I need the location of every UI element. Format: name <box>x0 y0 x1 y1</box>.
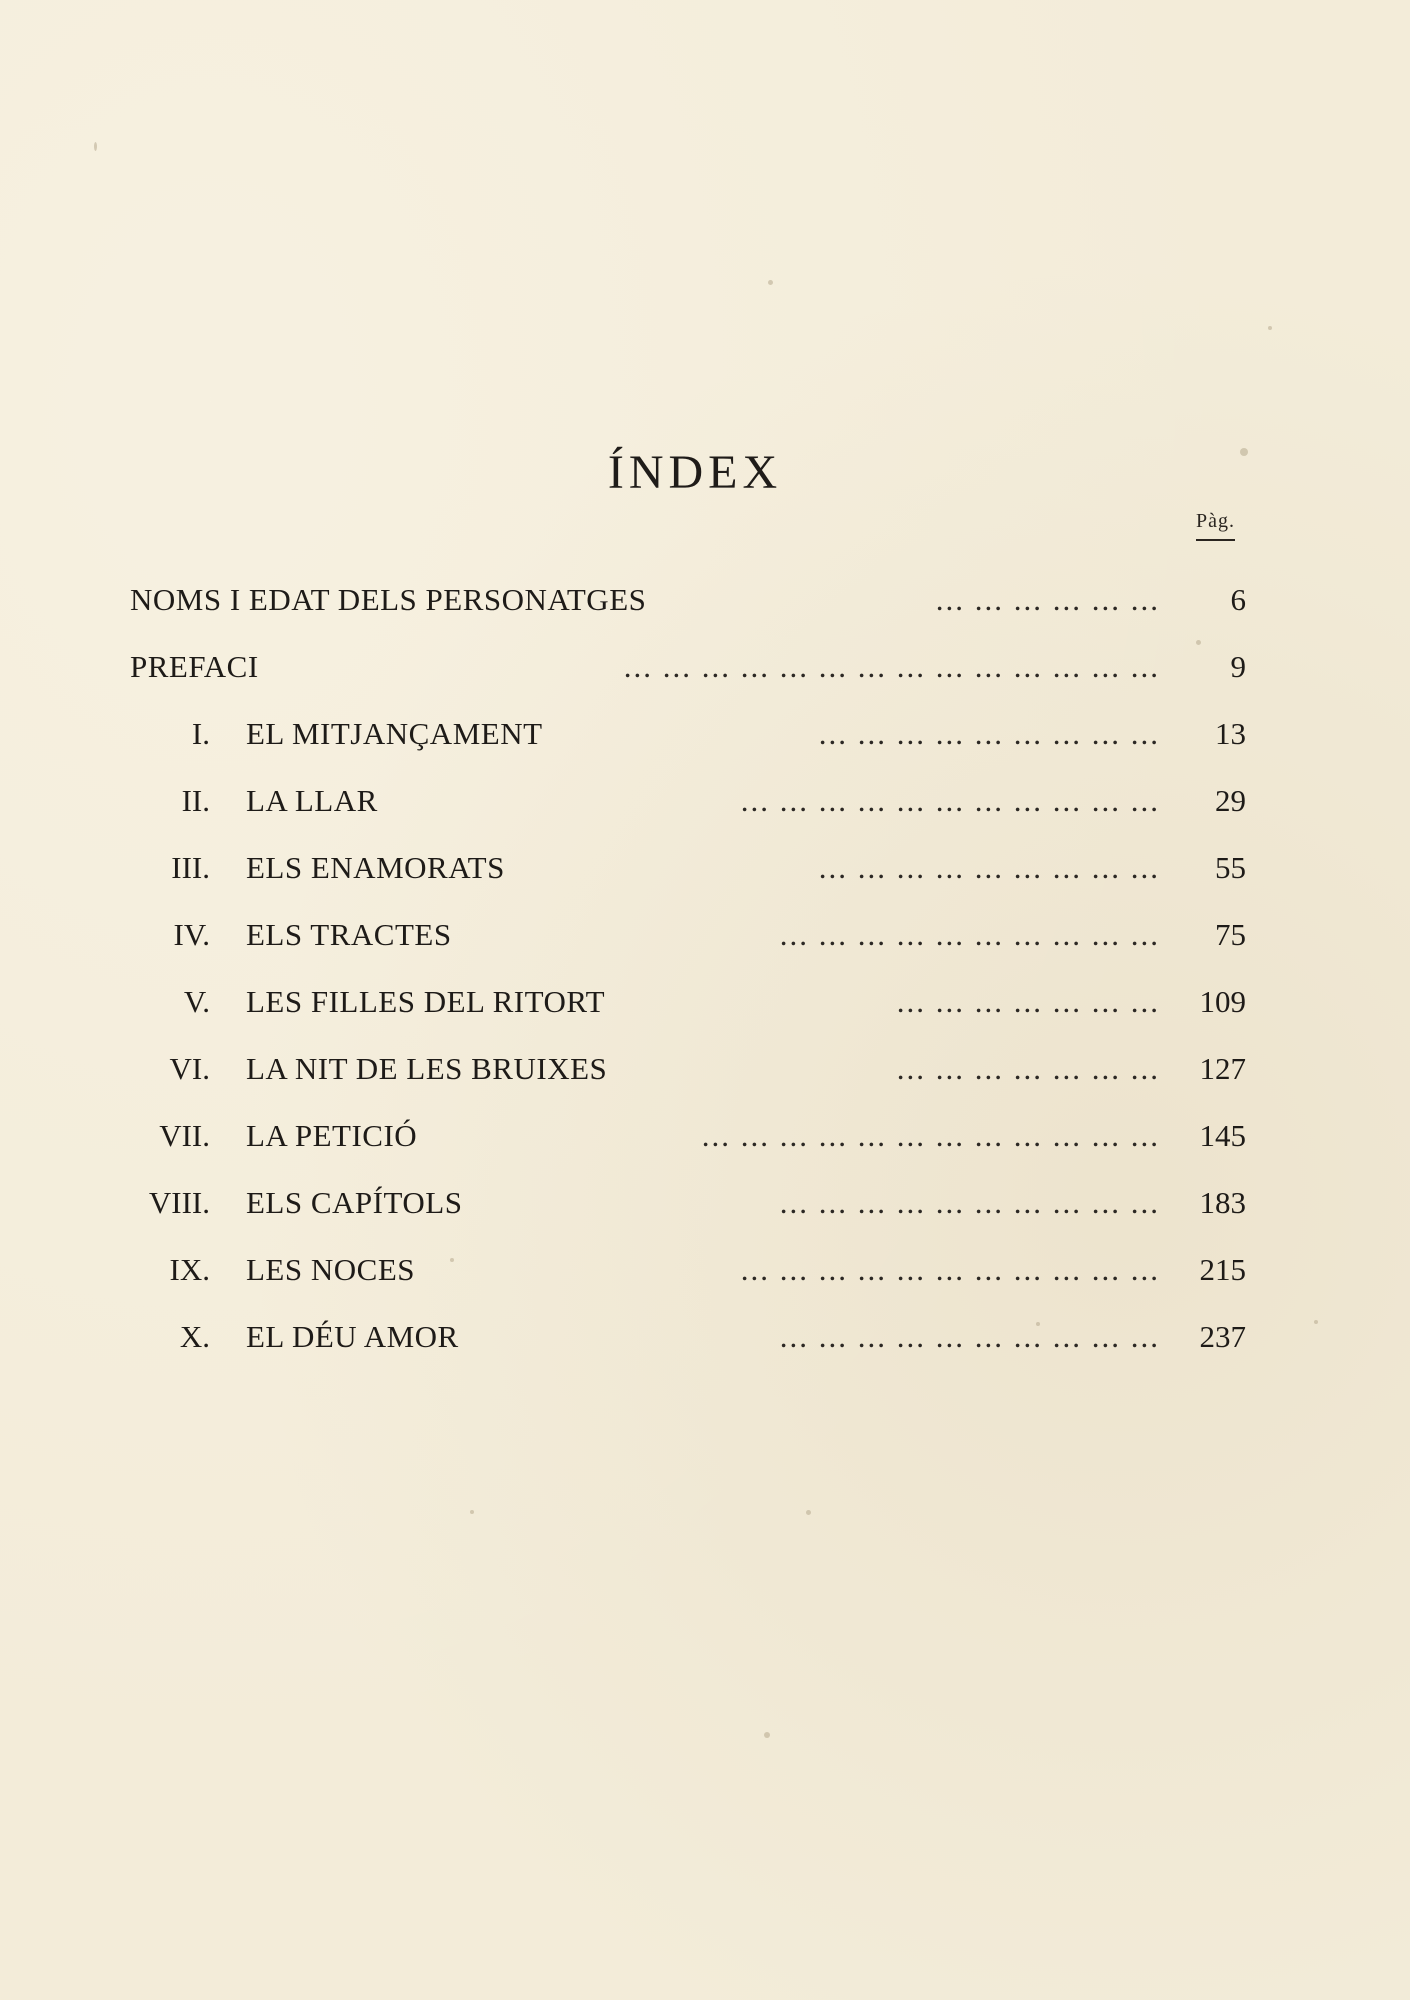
chapter-title: ELS CAPÍTOLS <box>246 1185 463 1220</box>
chapter-number: VII. <box>159 1118 210 1153</box>
paper-speck <box>806 1510 811 1515</box>
paper-speck <box>470 1510 474 1514</box>
page-number: 145 <box>1199 1118 1246 1153</box>
index-title: ÍNDEX <box>607 446 783 499</box>
chapter-title: LA LLAR <box>246 783 378 818</box>
paper-speck <box>94 142 97 151</box>
toc-entry[interactable] <box>0 779 1410 823</box>
toc-entry[interactable] <box>0 1114 1410 1158</box>
chapter-title: EL MITJANÇAMENT <box>246 716 543 751</box>
chapter-number: VI. <box>169 1051 210 1086</box>
chapter-title: LES FILLES DEL RITORT <box>246 984 606 1019</box>
dot-leader: ... ... ... ... ... ... ... ... ... ... <box>779 1185 1160 1220</box>
chapter-title: EL DÉU AMOR <box>246 1319 459 1354</box>
dot-leader: ... ... ... ... ... ... ... <box>896 984 1160 1019</box>
dot-leader: ... ... ... ... ... ... ... ... ... <box>818 850 1160 885</box>
chapter-number: I. <box>191 716 210 751</box>
chapter-number: IX. <box>169 1252 210 1287</box>
page-number: 183 <box>1199 1185 1246 1220</box>
toc-entry[interactable] <box>0 1315 1410 1359</box>
dot-leader: ... ... ... ... ... ... ... ... ... ... <box>779 917 1160 952</box>
dot-leader: ... ... ... ... ... ... ... ... ... ... <box>779 1319 1160 1354</box>
toc-entry[interactable] <box>0 712 1410 756</box>
toc-entry[interactable] <box>0 578 1410 622</box>
page-number: 55 <box>1215 850 1246 885</box>
toc-entry[interactable] <box>0 1248 1410 1292</box>
chapter-title: LES NOCES <box>246 1252 415 1287</box>
chapter-title: PREFACI <box>130 649 259 684</box>
dot-leader: ... ... ... ... ... ... ... <box>896 1051 1160 1086</box>
dot-leader: ... ... ... ... ... ... ... ... ... ... ... ... ... ... <box>623 649 1160 684</box>
page-number: 6 <box>1230 582 1246 617</box>
dot-leader: ... ... ... ... ... ... ... ... ... ... ... <box>740 1252 1160 1287</box>
paper-speck <box>1268 326 1272 330</box>
page-number: 127 <box>1199 1051 1246 1086</box>
page-column-label: Pàg. <box>1196 510 1235 541</box>
toc-entry[interactable] <box>0 913 1410 957</box>
chapter-number: III. <box>171 850 210 885</box>
dot-leader: ... ... ... ... ... ... ... ... ... <box>818 716 1160 751</box>
page-number: 215 <box>1199 1252 1246 1287</box>
chapter-title: LA PETICIÓ <box>246 1118 418 1153</box>
chapter-number: V. <box>183 984 210 1019</box>
toc-entry[interactable] <box>0 645 1410 689</box>
page-number: 109 <box>1199 984 1246 1019</box>
dot-leader: ... ... ... ... ... ... ... ... ... ... ... ... <box>701 1118 1160 1153</box>
chapter-number: IV. <box>173 917 210 952</box>
dot-leader: ... ... ... ... ... ... ... ... ... ... ... <box>740 783 1160 818</box>
page-number: 9 <box>1230 649 1246 684</box>
page-number: 29 <box>1215 783 1246 818</box>
chapter-number: X. <box>179 1319 210 1354</box>
dot-leader: ... ... ... ... ... ... <box>935 582 1160 617</box>
chapter-number: VIII. <box>148 1185 210 1220</box>
chapter-title: ELS ENAMORATS <box>246 850 505 885</box>
page-number: 237 <box>1199 1319 1246 1354</box>
chapter-title: NOMS I EDAT DELS PERSONATGES <box>130 582 647 617</box>
toc-entry[interactable] <box>0 846 1410 890</box>
paper-speck <box>764 1732 770 1738</box>
paper-speck <box>768 280 773 285</box>
chapter-title: ELS TRACTES <box>246 917 452 952</box>
page-number: 13 <box>1215 716 1246 751</box>
chapter-title: LA NIT DE LES BRUIXES <box>246 1051 608 1086</box>
page-number: 75 <box>1215 917 1246 952</box>
chapter-number: II. <box>181 783 210 818</box>
toc-entry[interactable] <box>0 1181 1410 1225</box>
toc-entry[interactable] <box>0 980 1410 1024</box>
toc-entry[interactable] <box>0 1047 1410 1091</box>
